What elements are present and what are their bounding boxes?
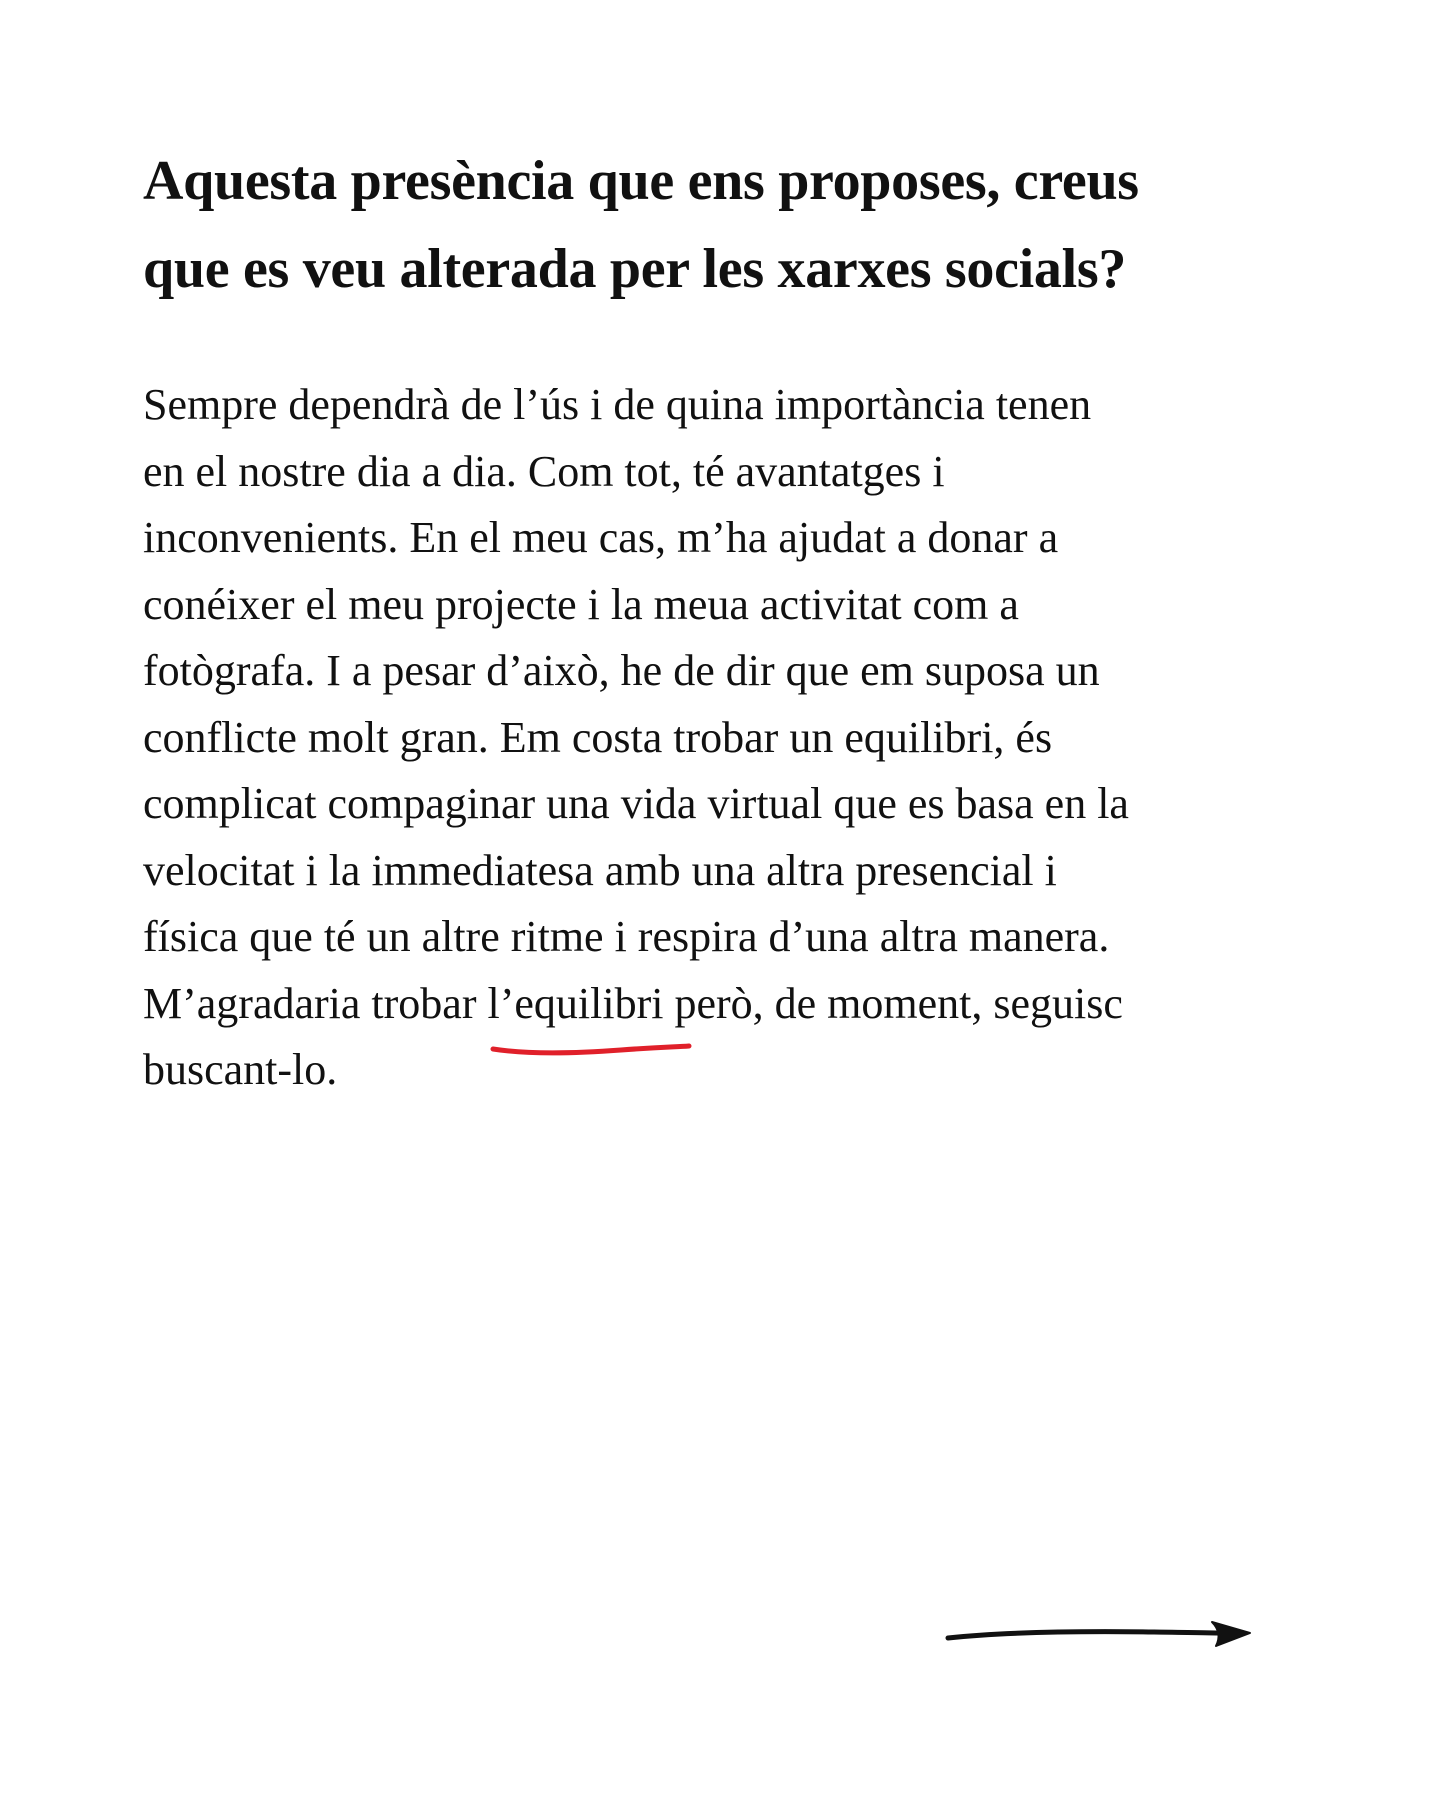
highlighted-word: [487, 971, 663, 1038]
answer-line-1: Sempre dependrà de l’ús i de quina importància tenen: [143, 380, 1092, 429]
hand-drawn-right-arrow-icon[interactable]: [944, 1612, 1256, 1656]
answer-line-9: física que té un altre ritme i respira d’una altra manera.: [143, 912, 1110, 961]
answer-line-11: buscant-lo.: [143, 1045, 338, 1094]
answer-line-4: conéixer el meu projecte i la meua activitat com a: [143, 579, 1019, 629]
question-line-2: que es veu alterada per les xarxes socials?: [143, 238, 1127, 300]
question-line-1: Aquesta presència que ens proposes, creus: [143, 150, 1139, 212]
red-underline-icon: [491, 1041, 691, 1057]
answer-line-10: [143, 971, 1323, 1038]
answer-line-10-after: però, de moment, seguisc: [663, 978, 1123, 1028]
answer-line-2: en el nostre dia a dia. Com tot, té avantatges i: [143, 446, 945, 496]
answer-line-10-before: M’agradaria trobar: [143, 978, 488, 1028]
answer-line-5: fotògrafa. I a pesar d’això, he de dir que em suposa un: [143, 646, 1100, 695]
answer-line-3: inconvenients. En el meu cas, m’ha ajudat a donar a: [143, 513, 1059, 562]
answer-line-7: complicat compaginar una vida virtual que es basa en la: [143, 779, 1129, 828]
answer-line-6: conflicte molt gran. Em costa trobar un equilibri, és: [143, 712, 1053, 762]
answer-line-8: velocitat i la immediatesa amb una altra presencial i: [143, 845, 1057, 895]
answer-text: [143, 372, 1323, 1104]
highlighted-word-text: l’equilibri: [487, 978, 664, 1028]
question-heading: [143, 137, 1303, 313]
